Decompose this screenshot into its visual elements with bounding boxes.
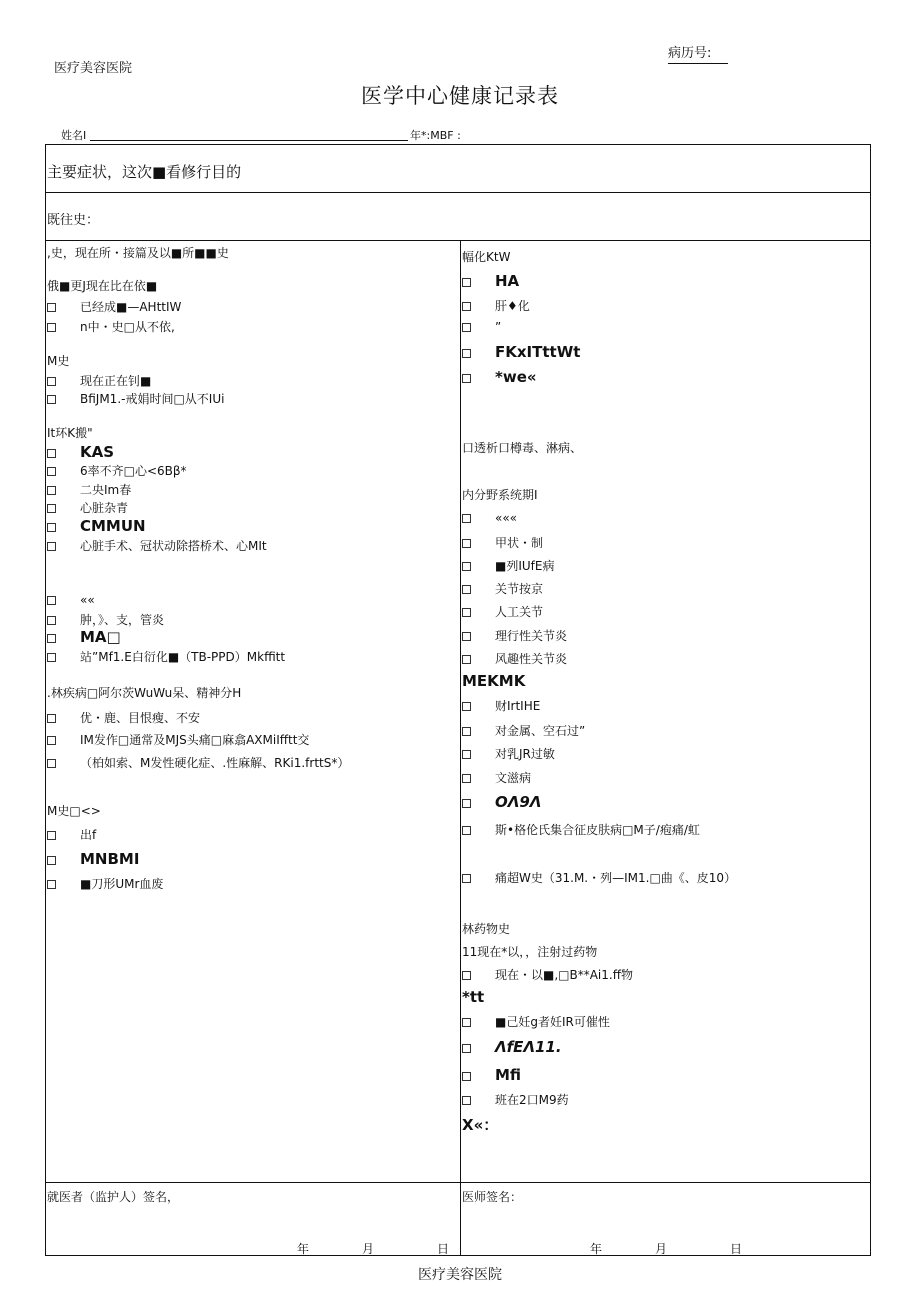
list-item[interactable]: 现在・以■,□B**Ai1.ff物 [462,966,633,983]
checkbox[interactable] [462,971,471,980]
list-item[interactable]: （柏如索、M发性硬化症、.性麻解、RKi1.frttS*） [47,754,349,771]
patient-signature-label: 就医者（监护人）签名， [47,1190,180,1204]
checkbox[interactable] [462,750,471,759]
list-item[interactable]: 现在正在钊■ [47,372,151,389]
name-field[interactable] [90,140,408,141]
list-item[interactable]: 风趣性关节炎 [462,650,567,667]
list-item[interactable]: BfiJM1.-戒娟时间□从不IUi [47,390,224,407]
list-item[interactable]: 对金属、空石过” [462,722,585,739]
checkbox[interactable] [462,278,471,287]
checkbox[interactable] [47,616,56,625]
doctor-date-year: 年 [590,1242,603,1256]
list-item[interactable]: Mfi [462,1066,521,1084]
checkbox[interactable] [47,303,56,312]
record-number-label: 病历号: [668,42,728,64]
patient-date-year: 年 [297,1242,310,1256]
column-divider [460,240,461,1256]
list-item[interactable]: MNBMI [47,850,139,868]
chief-complaint-label: 主要症状，这次■看修行目的 [47,163,242,181]
checkbox[interactable] [462,655,471,664]
list-item[interactable]: *we« [462,368,537,386]
list-item[interactable]: HA [462,272,519,290]
checkbox[interactable] [462,632,471,641]
checkbox[interactable] [47,759,56,768]
checkbox[interactable] [47,486,56,495]
list-item[interactable]: CMMUN [47,517,146,535]
left-heading-7: M史□<> [47,804,101,818]
checkbox[interactable] [47,449,56,458]
checkbox[interactable] [462,608,471,617]
list-item[interactable]: 甲状・制 [462,534,543,551]
right-heading-5: 林药物史 [462,922,511,936]
checkbox[interactable] [47,467,56,476]
checkbox[interactable] [47,634,56,643]
right-heading-1: 幅化KtW [462,250,511,264]
right-heading-3: 内分野系统期I [462,488,538,502]
divider-signature [45,1182,871,1183]
list-item[interactable]: 站”Mf1.E白衍化■（TB-PPD）Mkffitt [47,648,285,665]
right-heading-7: X«： [462,1116,499,1134]
checkbox[interactable] [462,1044,471,1053]
list-item[interactable]: 斯•格伦氏集合征皮肤病□M子/疱痛/虹 [462,821,700,838]
list-item[interactable]: ΛfEΛ11. [462,1038,562,1056]
list-item[interactable]: ■列IUfE病 [462,557,554,574]
checkbox[interactable] [47,377,56,386]
left-heading-3: M史 [47,354,70,368]
list-item[interactable]: «« [47,593,95,607]
checkbox[interactable] [47,596,56,605]
list-item[interactable]: 文滋病 [462,769,531,786]
checkbox[interactable] [462,1018,471,1027]
checkbox[interactable] [462,1096,471,1105]
checkbox[interactable] [47,831,56,840]
checkbox[interactable] [47,880,56,889]
left-heading-2: 俄■更J现在比在依■ [47,279,158,293]
list-item[interactable]: 优・鹿、目恨瘦、不安 [47,709,200,726]
checkbox[interactable] [47,504,56,513]
checkbox[interactable] [462,702,471,711]
list-item[interactable]: MA□ [47,628,121,646]
list-item[interactable]: 已经成■—AHttIW [47,298,181,315]
list-item[interactable]: 肿，》、支，管炎 [47,611,164,628]
checkbox[interactable] [462,562,471,571]
checkbox[interactable] [47,523,56,532]
patient-date-day: 日 [437,1242,450,1256]
list-item[interactable]: 6率不齐□心<6Bβ* [47,462,187,479]
left-heading-4: It环K搬" [47,426,93,440]
checkbox[interactable] [462,727,471,736]
patient-date-month: 月 [362,1242,375,1256]
page-title: 医学中心健康记录表 [361,84,559,108]
list-item[interactable]: 肝♦化 [462,297,530,314]
list-item[interactable]: ■刀形UMr血废 [47,875,163,892]
list-item[interactable]: ■己妊g者妊IR可催性 [462,1013,610,1030]
hospital-name-bottom: 医疗美容医院 [418,1267,502,1283]
doctor-signature-label: 医师签名： [462,1190,523,1204]
list-item[interactable]: 二央Im春 [47,481,131,498]
right-heading-4: MEKMK [462,672,526,690]
checkbox[interactable] [462,514,471,523]
checkbox[interactable] [47,856,56,865]
checkbox[interactable] [462,1072,471,1081]
hospital-name-top: 医疗美容医院 [54,61,133,76]
right-heading-2: 口透析口樽毒、淋病、 [462,441,583,455]
divider-past [45,240,871,241]
checkbox[interactable] [47,714,56,723]
checkbox[interactable] [47,395,56,404]
right-subheading-5: 11现在*以，，注射过药物 [462,945,598,959]
list-item[interactable]: ««« [462,511,517,525]
list-item[interactable]: 理行性关节炎 [462,627,567,644]
doctor-date-month: 月 [655,1242,668,1256]
list-item[interactable]: n中・史□从不依, [47,318,175,335]
list-item[interactable]: 心脏手术、冠状动除搭桥术、心MIt [47,537,267,554]
list-item[interactable]: 人工关节 [462,603,543,620]
list-item[interactable]: 痛超W史（31.M.・列—IM1.□曲《、皮10） [462,869,736,886]
checkbox[interactable] [462,799,471,808]
checkbox[interactable] [47,736,56,745]
list-item[interactable]: 心脏杂青 [47,499,128,516]
doctor-date-day: 日 [730,1242,743,1256]
list-item[interactable]: 关节按京 [462,580,543,597]
checkbox[interactable] [462,349,471,358]
right-heading-6: *tt [462,988,485,1006]
list-item[interactable]: ” [462,320,501,334]
name-label: 姓名I [61,129,87,142]
checkbox[interactable] [462,374,471,383]
list-item[interactable]: 出f [47,826,96,843]
checkbox[interactable] [462,774,471,783]
checkbox[interactable] [462,585,471,594]
left-heading-1: ,史，现在所・接篇及以■所■■史 [47,246,229,260]
checkbox[interactable] [47,653,56,662]
list-item[interactable]: IM发作□通常及MJS头痛□麻翕AXMiIfftt交 [47,731,309,748]
age-label: 年*:MBF : [410,129,461,142]
list-item[interactable]: FKxITttWt [462,343,580,361]
checkbox[interactable] [462,826,471,835]
list-item[interactable]: 对乳JR过敏 [462,745,555,762]
list-item[interactable]: 财IrtIHE [462,697,540,714]
left-heading-6: .林疾病□阿尔茨WuWu呆、精神分H [47,686,242,700]
checkbox[interactable] [47,323,56,332]
checkbox[interactable] [462,874,471,883]
checkbox[interactable] [47,542,56,551]
list-item[interactable]: OΛ9Λ [462,793,541,811]
checkbox[interactable] [462,323,471,332]
list-item[interactable]: KAS [47,443,114,461]
checkbox[interactable] [462,302,471,311]
checkbox[interactable] [462,539,471,548]
past-history-label: 既往史： [47,213,100,228]
list-item[interactable]: 班在2口M9药 [462,1091,569,1108]
divider-chief [45,192,871,193]
